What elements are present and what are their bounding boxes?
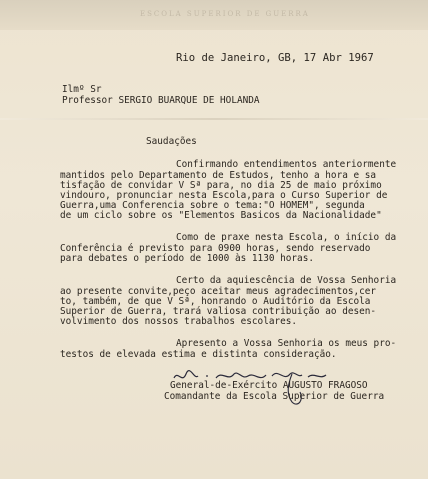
paragraph2-line: para debates o período de 1000 às 1130 horas. xyxy=(60,253,314,264)
paragraph4-line: testos de elevada estima e distinta consideração. xyxy=(60,349,337,360)
paragraph1-line: tisfação de convidar V Sª para, no dia 25 de maio próximo xyxy=(60,180,382,191)
greeting: Saudações xyxy=(146,136,197,147)
paragraph3-line: Certo da aquiescência de Vossa Senhoria xyxy=(176,275,397,286)
paragraph2-line: Como de praxe nesta Escola, o início da xyxy=(176,232,397,243)
paper-fold xyxy=(0,118,428,120)
paragraph1-line: de um ciclo sobre os "Elementos Basicos da Nacionalidade" xyxy=(60,210,382,221)
recipient-name: Professor SERGIO BUARQUE DE HOLANDA xyxy=(62,95,260,106)
letterhead-text: ESCOLA SUPERIOR DE GUERRA xyxy=(140,10,310,18)
paragraph1-line: mantidos pelo Departamento de Estudos, tenho a hora e sa xyxy=(60,170,377,181)
paragraph3-line: Superior de Guerra, trará valiosa contribuição ao desen- xyxy=(60,306,377,317)
paragraph1-line: Confirmando entendimentos anteriormente xyxy=(176,159,397,170)
signer-title: Comandante da Escola Superior de Guerra xyxy=(164,391,385,402)
paragraph1-line: Guerra,uma Conferencia sobre o tema:"O HOMEM", segunda xyxy=(60,200,365,211)
paragraph3-line: volvimento dos nossos trabalhos escolares. xyxy=(60,316,298,327)
date-line: Rio de Janeiro, GB, 17 Abr 1967 xyxy=(176,52,374,64)
paragraph3-line: to, também, de que V Sª, honrando o Auditório da Escola xyxy=(60,296,371,307)
paragraph3-line: ao presente convite,peço aceitar meus agradecimentos,cer xyxy=(60,286,377,297)
letterhead-band xyxy=(0,0,428,30)
paragraph4-line: Apresento a Vossa Senhoria os meus pro- xyxy=(176,338,397,349)
signer-name: General-de-Exército AUGUSTO FRAGOSO xyxy=(170,380,368,391)
salutation-title: Ilmº Sr xyxy=(62,84,102,95)
paragraph2-line: Conferência é previsto para 0900 horas, sendo reservado xyxy=(60,243,371,254)
paragraph1-line: vindouro, pronunciar nesta Escola,para o Curso Superior de xyxy=(60,190,388,201)
